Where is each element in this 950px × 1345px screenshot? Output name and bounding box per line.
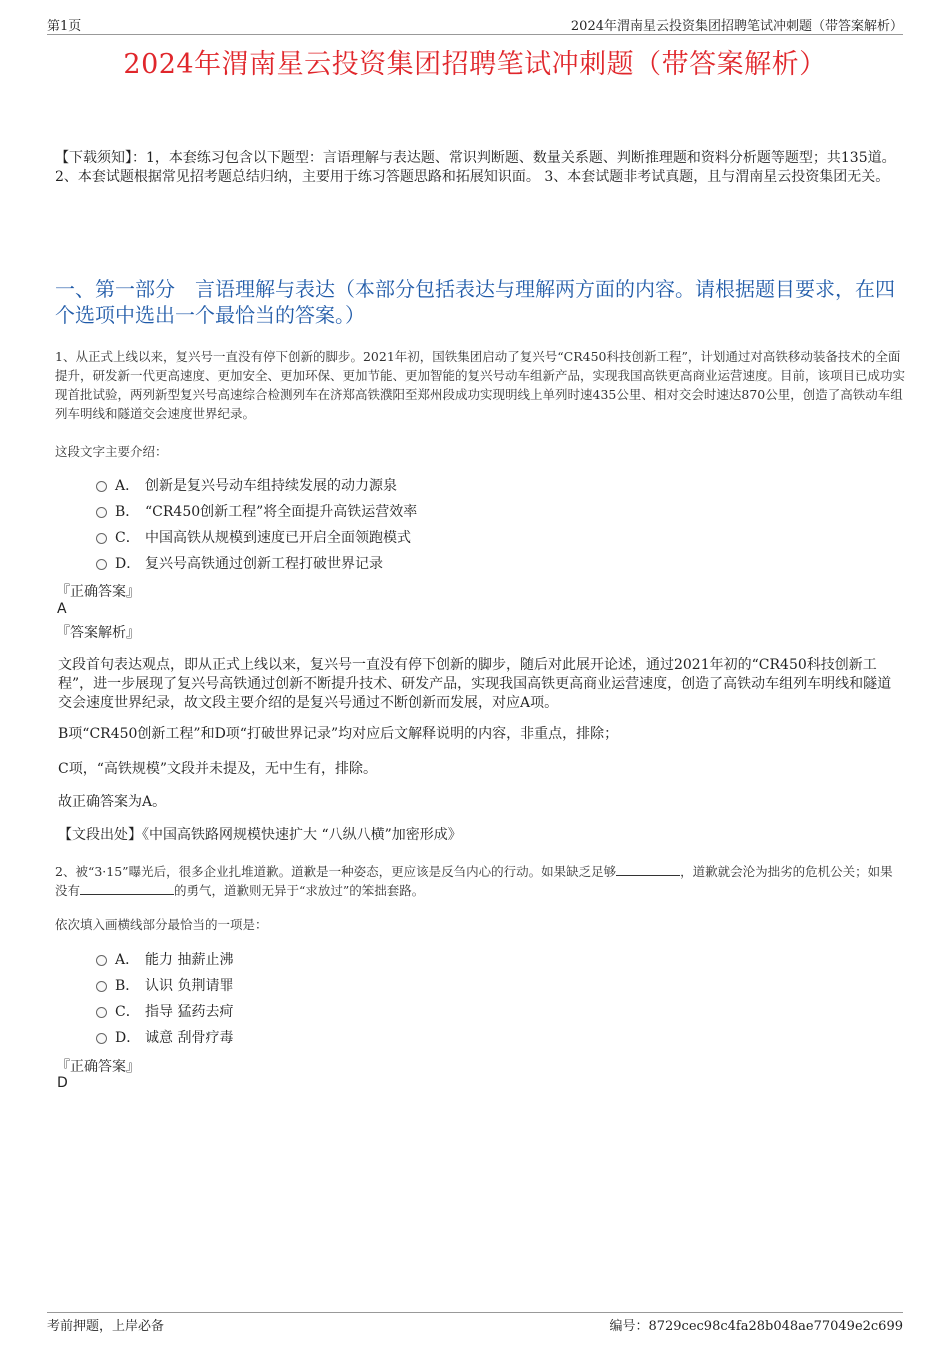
- radio-icon[interactable]: [96, 955, 107, 966]
- download-notice: 【下载须知】：1，本套练习包含以下题型：言语理解与表达题、常识判断题、数量关系题、判断推理题和资料分析题等题型；共135道。 2、本套试题根据常见招考题总结归纳，主要用于练习答题思路和拓展知识面。 3、本套试题非考试真题，且与渭南星云投资集团无关。: [55, 150, 896, 185]
- question-1-text: 1、从正式上线以来，复兴号一直没有停下创新的脚步。2021年初，国铁集团启动了复兴号“CR450科技创新工程”，计划通过对高铁移动装备技术的全面提升，研发新一代更高速度、更加安全、更加环保、更加节能、更加智能的复兴号动车组新产品，实现我国高铁更高商业运营速度。目前，该项目已成功实现首批试验，两列新型复兴号高速综合检测列车在济郑高铁濮阳至郑州段成功实现明线上单列时速435公里、相对交会时速达870公里，创造了高铁动车组列车明线和隧道交会速度世界纪录。: [55, 349, 906, 421]
- question-2-prompt: 依次填入画横线部分最恰当的一项是：: [55, 917, 268, 932]
- page-number: 第1页: [47, 19, 82, 34]
- q1-analysis-paragraph: 文段首句表达观点，即从正式上线以来，复兴号一直没有停下创新的脚步，随后对此展开论述，通过2021年初的“CR450科技创新工程”，进一步展现了复兴号高铁通过创新不断提升技术、研发产品，实现我国高铁更高商业运营速度，创造了高铁动车组列车明线和隧道交会速度世界纪录，故文段主要介绍的是复兴号通过不断创新而发展，对应A项。: [58, 657, 892, 711]
- q1-answer: A: [57, 601, 67, 617]
- q2-option-b[interactable]: B． 认识 负荆请罪: [96, 976, 233, 996]
- section-title: 一、第一部分 言语理解与表达（本部分包括表达与理解两方面的内容。请根据题目要求，在四个选项中选出一个最恰当的答案。）: [55, 277, 895, 327]
- q2-option-a[interactable]: A． 能力 抽薪止沸: [96, 950, 233, 970]
- fill-blank-1: [616, 862, 680, 876]
- page-title: 2024年渭南星云投资集团招聘笔试冲刺题（带答案解析）: [123, 49, 827, 80]
- radio-icon[interactable]: [96, 559, 107, 570]
- radio-icon[interactable]: [96, 1007, 107, 1018]
- header-doc-title: 2024年渭南星云投资集团招聘笔试冲刺题（带答案解析）: [570, 19, 903, 34]
- footer-code: 编号：8729cec98c4fa28b048ae77049e2c699: [609, 1319, 903, 1334]
- q2-answer: D: [57, 1075, 68, 1091]
- footer-slogan: 考前押题，上岸必备: [47, 1319, 165, 1334]
- q1-analysis-paragraph: 故正确答案为A。: [58, 794, 167, 810]
- q1-option-a[interactable]: A． 创新是复兴号动车组持续发展的动力源泉: [96, 476, 397, 496]
- radio-icon[interactable]: [96, 981, 107, 992]
- q1-option-b[interactable]: B． “CR450创新工程”将全面提升高铁运营效率: [96, 502, 417, 522]
- q1-option-c[interactable]: C． 中国高铁从规模到速度已开启全面领跑模式: [96, 528, 411, 548]
- question-2-text: 2、被“3·15”曝光后，很多企业扎堆道歉。道歉是一种姿态，更应该是反刍内心的行动。如果缺乏足够 ，道歉就会沦为拙劣的危机公关；如果没有 的勇气，道歉则无异于“求放过”的笨拙套路。: [55, 864, 893, 898]
- radio-icon[interactable]: [96, 481, 107, 492]
- q1-analysis-paragraph: B项“CR450创新工程”和D项“打破世界记录”均对应后文解释说明的内容，非重点，排除；: [58, 726, 619, 742]
- radio-icon[interactable]: [96, 533, 107, 544]
- radio-icon[interactable]: [96, 507, 107, 518]
- radio-icon[interactable]: [96, 1033, 107, 1044]
- q2-option-c[interactable]: C． 指导 猛药去疴: [96, 1002, 233, 1022]
- page-footer: [47, 1312, 903, 1333]
- q1-option-d[interactable]: D． 复兴号高铁通过创新工程打破世界记录: [96, 554, 383, 574]
- q2-option-d[interactable]: D． 诚意 刮骨疗毒: [96, 1028, 233, 1048]
- page-header: [47, 14, 903, 35]
- question-1-prompt: 这段文字主要介绍：: [55, 444, 168, 459]
- q1-source: 【文段出处】《中国高铁路网规模快速扩大 “八纵八横”加密形成》: [58, 827, 462, 843]
- q2-answer-label: 『正确答案』: [56, 1059, 140, 1075]
- q1-answer-label: 『正确答案』: [56, 584, 140, 600]
- q1-analysis-paragraph: C项，“高铁规模”文段并未提及，无中生有，排除。: [58, 761, 378, 777]
- fill-blank-2: [80, 881, 174, 895]
- q1-analysis-label: 『答案解析』: [56, 625, 140, 641]
